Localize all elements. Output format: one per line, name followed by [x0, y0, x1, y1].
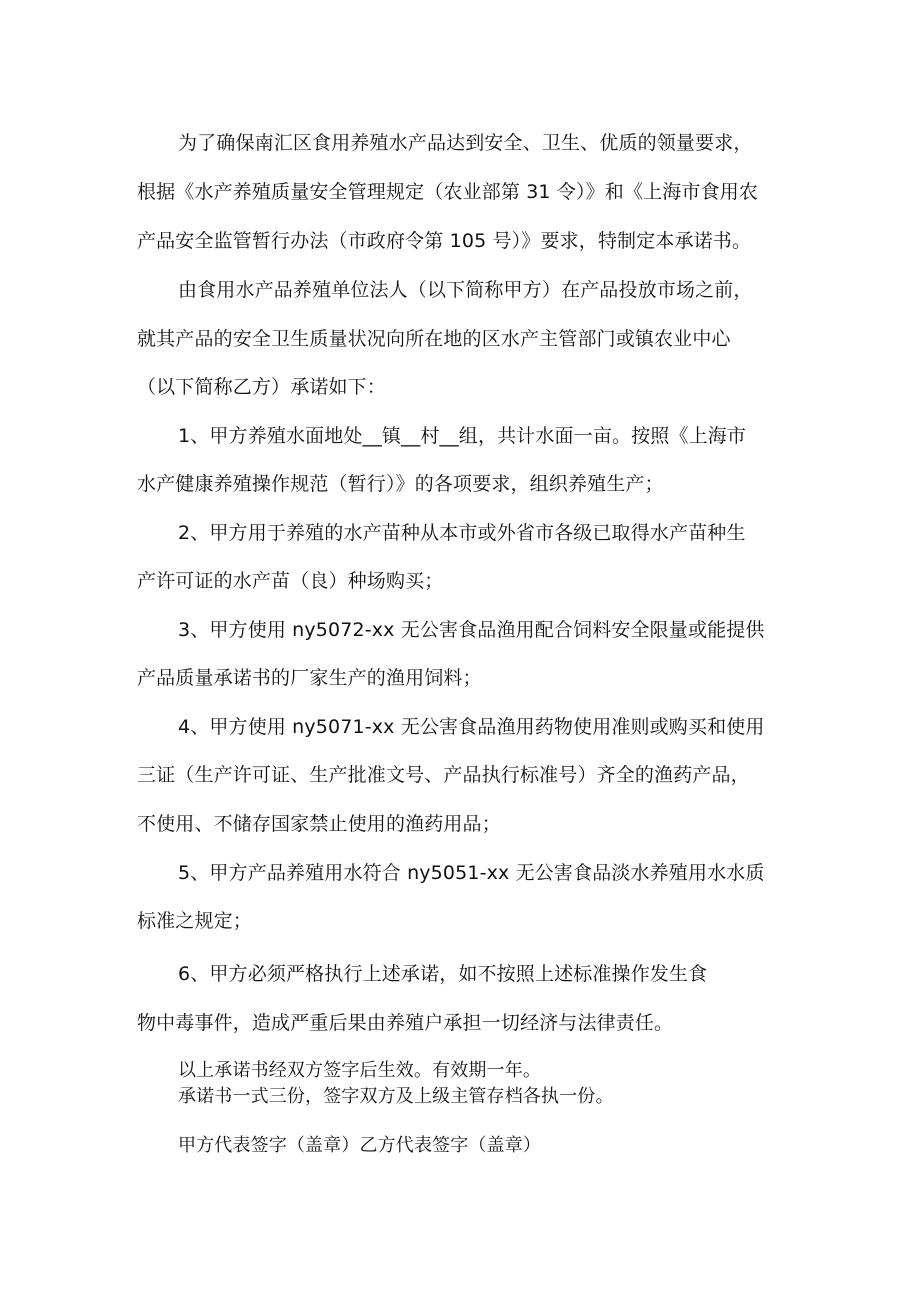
intro-text-1: 为了确保南汇区食用养殖水产品达到安全、卫生、优质的领量要求，: [178, 132, 753, 154]
intro-line-2: 根据《水产养殖质量安全管理规定（农业部第 31 令）》和《上海市食用农: [137, 181, 759, 203]
item-5-line-2: 标准之规定；: [137, 910, 252, 932]
copies-text: 承诺书一式三份，签字双方及上级主管存档各执一份。: [178, 1086, 614, 1107]
item-3-line-2: 产品质量承诺书的厂家生产的渔用饲料；: [137, 667, 482, 689]
parties-line-2: 就其产品的安全卫生质量状况向所在地的区水产主管部门或镇农业中心: [137, 328, 731, 350]
item-2-line-1: 2、甲方用于养殖的水产苗种从本市或外省市各级已取得水产苗种生: [178, 522, 746, 544]
validity-text: 以上承诺书经双方签字后生效。有效期一年。: [178, 1060, 541, 1081]
item-1-line-1: 1、甲方养殖水面地处__镇__村__组，共计水面一亩。按照《上海市: [178, 425, 747, 447]
item-4-line-3: 不使用、不储存国家禁止使用的渔药用品；: [137, 813, 501, 835]
item-2-line-2: 产许可证的水产苗（良）种场购买；: [137, 570, 444, 592]
signature-line: 甲方代表签字（盖章）乙方代表签字（盖章）: [178, 1135, 541, 1156]
parties-line-3: （以下简称乙方）承诺如下：: [137, 376, 386, 398]
item-1-line-2: 水产健康养殖操作规范（暂行）》的各项要求，组织养殖生产；: [137, 473, 664, 495]
item-4-line-1: 4、甲方使用 ny5071-xx 无公害食品渔用药物使用准则或购买和使用: [178, 716, 765, 738]
intro-line-1: [178, 131, 800, 155]
parties-line-1: 由食用水产品养殖单位法人（以下简称甲方）在产品投放市场之前，: [178, 279, 753, 301]
item-5-line-1: 5、甲方产品养殖用水符合 ny5051-xx 无公害食品淡水养殖用水水质: [178, 862, 765, 884]
item-6-line-1: 6、甲方必须严格执行上述承诺，如不按照上述标准操作发生食: [178, 963, 708, 985]
item-4-line-2: 三证（生产许可证、生产批准文号、产品执行标准号）齐全的渔药产品，: [137, 764, 750, 786]
item-6-line-2: 物中毒事件，造成严重后果由养殖户承担一切经济与法律责任。: [137, 1012, 674, 1034]
intro-line-3: 产品安全监管暂行办法（市政府令第 105 号）》要求，特制定本承诺书。: [137, 230, 752, 252]
item-3-line-1: 3、甲方使用 ny5072-xx 无公害食品渔用配合饲料安全限量或能提供: [178, 619, 765, 641]
